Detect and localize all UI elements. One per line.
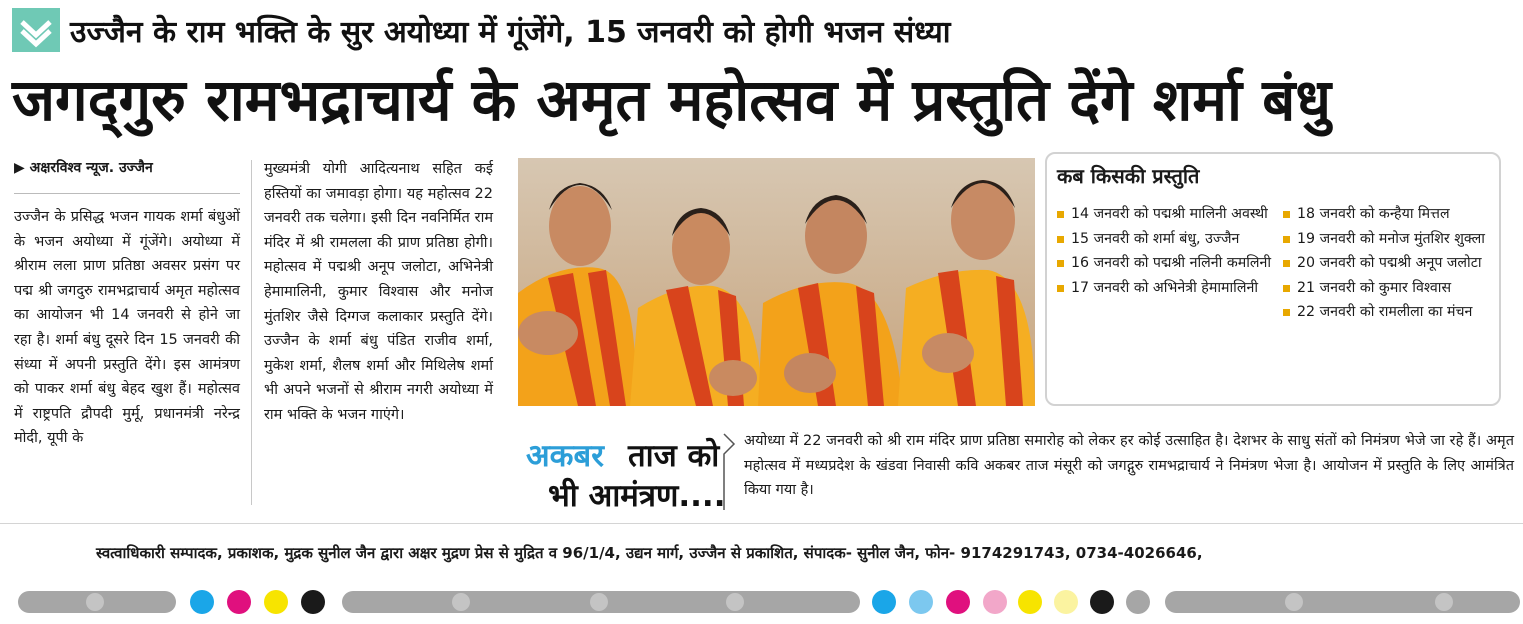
light-yellow-swatch (1054, 590, 1078, 614)
imprint-line: स्वत्वाधिकारी सम्पादक, प्रकाशक, मुद्रक सुनील जैन द्वारा अक्षर मुद्रण प्रेस से मुद्रित व 96/1/4, उद्यन मार्ग, उज्जैन से प्रकाशित, संपादक- सुनील जैन, फोन- 9174291743, 0734-4026646, (96, 544, 1203, 562)
schedule-item: 14 जनवरी को पद्मश्री मालिनी अवस्थी (1057, 202, 1277, 227)
schedule-list-right (1283, 202, 1493, 325)
schedule-item: 16 जनवरी को पद्मश्री नलिनी कमलिनी (1057, 251, 1277, 276)
registration-dot (452, 593, 470, 611)
yellow-swatch (264, 590, 288, 614)
magenta-swatch (946, 590, 970, 614)
story-pointer-icon (722, 432, 738, 516)
magenta-swatch (227, 590, 251, 614)
schedule-list-left (1057, 202, 1277, 300)
schedule-item: 19 जनवरी को मनोज मुंतशिर शुक्ला (1283, 227, 1493, 252)
registration-dot (590, 593, 608, 611)
kicker-headline: उज्जैन के राम भक्ति के सुर अयोध्या में गूंजेंगे, 15 जनवरी को होगी भजन संध्या (70, 15, 951, 50)
registration-dot (726, 593, 744, 611)
footer-divider (0, 523, 1523, 524)
akbar-headline-line2: भी आमंत्रण.... (548, 478, 726, 514)
schedule-item: 20 जनवरी को पद्मश्री अनूप जलोटा (1283, 251, 1493, 276)
column-divider (251, 160, 252, 505)
article-column-2: मुख्यमंत्री योगी आदित्यनाथ सहित कई हस्तियों का जमावड़ा होगा। यह महोत्सव 22 जनवरी तक चलेगा। इसी दिन नवनिर्मित राम मंदिर में श्री रामलला की प्राण प्रतिष्ठा होगी। महोत्सव में पद्मश्री अनूप जलोटा, अभिनेत्री हेमामालिनी, कुमार विश्वास और मनोज मुंतशिर जैसे दिग्गज कलाकार प्रस्तुति देंगे। उज्जैन के शर्मा बंधु पंडित राजीव शर्मा, मुकेश शर्मा, शैलष शर्मा और मिथिलेष शर्मा भी अपने भजनों से श्रीराम नगरी अयोध्या में राम भक्ति के भजन गाएंगे। (264, 161, 493, 423)
cyan-swatch (872, 590, 896, 614)
registration-bar (342, 591, 860, 613)
black-swatch (1090, 590, 1114, 614)
registration-dot (86, 593, 104, 611)
registration-bar (18, 591, 176, 613)
schedule-item: 15 जनवरी को शर्मा बंधु, उज्जैन (1057, 227, 1277, 252)
byline (14, 158, 153, 177)
registration-dot (1285, 593, 1303, 611)
schedule-box (1045, 152, 1501, 406)
light-magenta-swatch (983, 590, 1007, 614)
schedule-item: 18 जनवरी को कन्हैया मित्तल (1283, 202, 1493, 227)
checkmark-badge-icon (12, 8, 60, 52)
schedule-item: 21 जनवरी को कुमार विश्वास (1283, 276, 1493, 301)
byline-text: अक्षरविश्व न्यूज. उज्जैन (29, 160, 153, 176)
schedule-item: 17 जनवरी को अभिनेत्री हेमामालिनी (1057, 276, 1277, 301)
black-swatch (301, 590, 325, 614)
registration-bar (1165, 591, 1520, 613)
akbar-story-body: अयोध्या में 22 जनवरी को श्री राम मंदिर प्राण प्रतिष्ठा समारोह को लेकर हर कोई उत्साहित है। देशभर के साधु संतों को निमंत्रण भेजे जा रहे हैं। अमृत महोत्सव में मध्यप्रदेश के खंडवा निवासी कवि अकबर ताज मंसूरी को जगद्गुरु रामभद्राचार्य ने निमंत्रण भेजा है। आयोजन में प्रस्तुति के लिए आमंत्रित किया गया है। (744, 433, 1514, 499)
byline-divider (14, 193, 240, 194)
registration-dot (1435, 593, 1453, 611)
akbar-headline-highlight: अकबर (526, 438, 604, 474)
singers-photo (518, 158, 1035, 406)
schedule-item: 22 जनवरी को रामलीला का मंचन (1283, 300, 1493, 325)
schedule-title: कब किसकी प्रस्तुति (1057, 164, 1200, 188)
main-headline: जगद्‌गुरु रामभद्राचार्य के अमृत महोत्सव में प्रस्तुति देंगे शर्मा बंधु (12, 66, 1331, 134)
gray-swatch (1126, 590, 1150, 614)
light-cyan-swatch (909, 590, 933, 614)
cyan-swatch (190, 590, 214, 614)
byline-arrow-icon: ▶ (14, 160, 25, 176)
yellow-swatch (1018, 590, 1042, 614)
akbar-headline-line1: ताज को (628, 438, 720, 474)
article-column-1: उज्जैन के प्रसिद्ध भजन गायक शर्मा बंधुओं के भजन अयोध्या में गूंजेंगे। अयोध्या में श्रीराम लला प्राण प्रतिष्ठा अवसर प्रसंग पर पद्म श्री जगदुरु रामभद्राचार्य अमृत महोत्सव का आयोजन भी 14 जनवरी से होने जा रहा है। शर्मा बंधु दूसरे दिन 15 जनवरी की संध्या में अपनी प्रस्तुति देंगे। इस आमंत्रण को पाकर शर्मा बंधु बेहद खुश हैं। महोत्सव में राष्ट्रपति द्रौपदी मुर्मू, प्रधानमंत्री नरेन्द्र मोदी, यूपी के (14, 209, 240, 447)
